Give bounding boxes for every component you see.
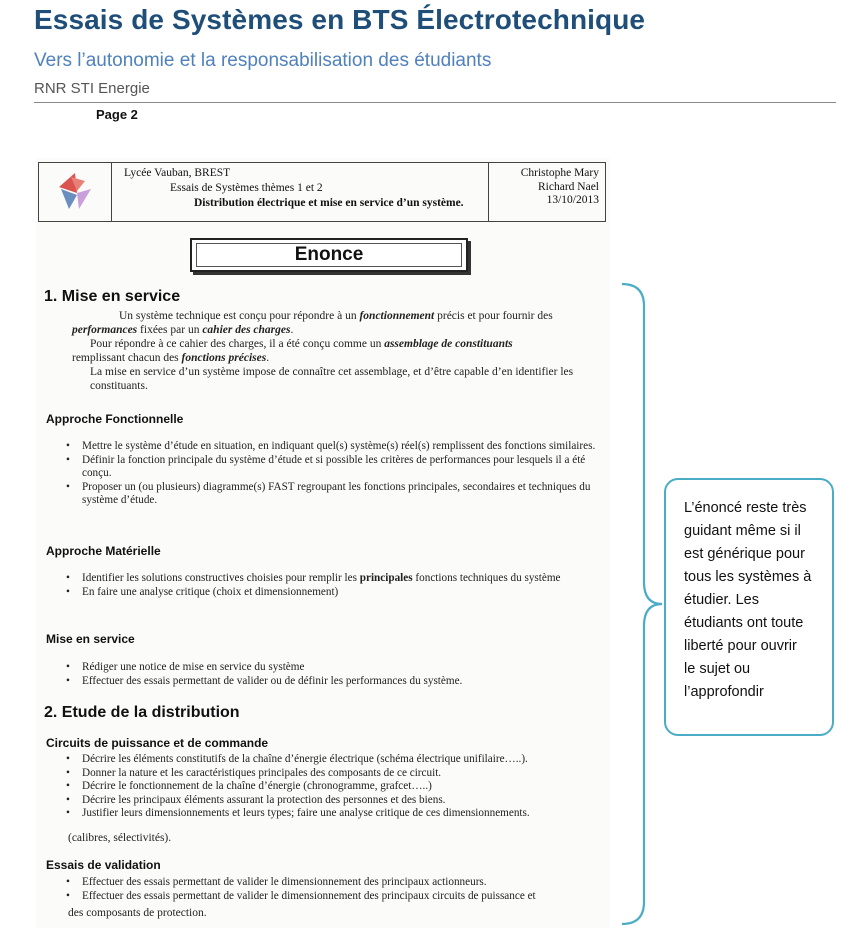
essais-title: Essais de validation	[46, 858, 161, 872]
list-item: • Proposer un (ou plusieurs) diagramme(s) FAST regroupant les fonctions principales, secondaires et techniques du système d’étude.	[66, 481, 596, 508]
list-item: • Décrire les principaux éléments assurant la protection des personnes et des biens.	[66, 794, 596, 808]
list-item: • Effectuer des essais permettant de valider le dimensionnement des principaux circuits de puissance et	[66, 890, 596, 904]
doc-header-table	[38, 162, 606, 222]
organization-label: RNR STI Energie	[34, 80, 150, 97]
scanned-document	[36, 158, 610, 928]
circuits-tail: (calibres, sélectivités).	[68, 832, 172, 844]
list-item: • Identifier les solutions constructives choisies pour remplir les principales fonctions techniques du système	[66, 572, 596, 586]
section-1-title: 1. Mise en service	[44, 288, 181, 305]
callout-line: L’énoncé reste très	[684, 500, 807, 516]
approche-fonctionnelle-title: Approche Fonctionnelle	[46, 412, 184, 426]
approche-fonctionnelle-list	[66, 440, 596, 508]
list-item: • Décrire les éléments constitutifs de la chaîne d’énergie électrique (schéma électrique unifilaire…..).	[66, 753, 596, 767]
header-rule	[34, 102, 836, 103]
list-item: • Donner la nature et les caractéristiques principales des composants de ce circuit.	[66, 767, 596, 781]
author-name: Richard Nael	[538, 180, 599, 193]
course-cell	[112, 163, 489, 221]
section-2-title: 2. Etude de la distribution	[44, 704, 240, 721]
circuits-title: Circuits de puissance et de commande	[46, 736, 269, 750]
document-title: Essais de Systèmes en BTS Électrotechnique	[34, 4, 646, 35]
enonce-title: Enonce	[294, 244, 364, 265]
doc-date: 13/10/2013	[546, 194, 599, 206]
mise-en-service-list	[66, 661, 596, 688]
school-name: Lycée Vauban, BREST	[124, 167, 231, 179]
approche-materielle-list	[66, 572, 596, 599]
list-item: • Effectuer des essais permettant de valider ou de définir les performances du système.	[66, 675, 596, 689]
curly-brace	[612, 282, 664, 928]
approche-materielle-title: Approche Matérielle	[46, 544, 161, 558]
list-item: • En faire une analyse critique (choix et dimensionnement)	[66, 586, 596, 600]
callout-line: étudier. Les	[684, 592, 759, 608]
subject-title: Distribution électrique et mise en service d’un système.	[194, 197, 464, 209]
callout-line: le sujet ou	[684, 661, 751, 677]
list-item: • Décrire le fonctionnement de la chaîne d’énergie (chronogramme, grafcet…..)	[66, 780, 596, 794]
callout-line: guidant même si il	[684, 523, 801, 539]
logo-cell	[39, 163, 112, 221]
essais-list	[66, 876, 596, 903]
list-item: • Rédiger une notice de mise en service du système	[66, 661, 596, 675]
page-label: Page 2	[96, 107, 138, 122]
callout-line: l’approfondir	[684, 684, 764, 700]
school-logo-icon	[39, 163, 111, 221]
essais-tail: des composants de protection.	[68, 907, 207, 919]
list-item: • Mettre le système d’étude en situation, en indiquant quel(s) système(s) réel(s) remplissent des fonctions similaires.	[66, 440, 596, 454]
author-cell	[489, 163, 605, 221]
section-1-intro: Un système technique est conçu pour répondre à un fonctionnement précis et pour fournir des performances fixées par un cahier des charges. Pour répondre à ce cahier des charges, il a été conçu comme un assemblage de constituants remplissant chacun des fonctions précises. La mise en service d’un système impose de connaître cet assemblage, et d’être capable d’en identifier les constituants.	[72, 310, 574, 392]
document-subtitle: Vers l’autonomie et la responsabilisation des étudiants	[34, 50, 492, 71]
author-name: Christophe Mary	[520, 167, 599, 179]
callout-line: liberté pour ouvrir	[684, 638, 797, 654]
list-item: • Justifier leurs dimensionnements et leurs types; faire une analyse critique de ces dimensionnements.	[66, 807, 596, 821]
list-item: • Définir la fonction principale du système d’étude et si possible les critères de performances pour lesquels il a été conçu.	[66, 454, 596, 481]
callout-line: étudiants ont toute	[684, 615, 804, 631]
list-item: • Effectuer des essais permettant de valider le dimensionnement des principaux actionneurs.	[66, 876, 596, 890]
course-name: Essais de Systèmes thèmes 1 et 2	[170, 182, 323, 194]
mise-en-service-title: Mise en service	[46, 632, 135, 646]
callout-line: tous les systèmes à	[684, 569, 812, 585]
circuits-list	[66, 753, 596, 821]
callout-line: est générique pour	[684, 546, 805, 562]
comment-callout	[664, 478, 834, 736]
enonce-banner	[190, 238, 468, 272]
